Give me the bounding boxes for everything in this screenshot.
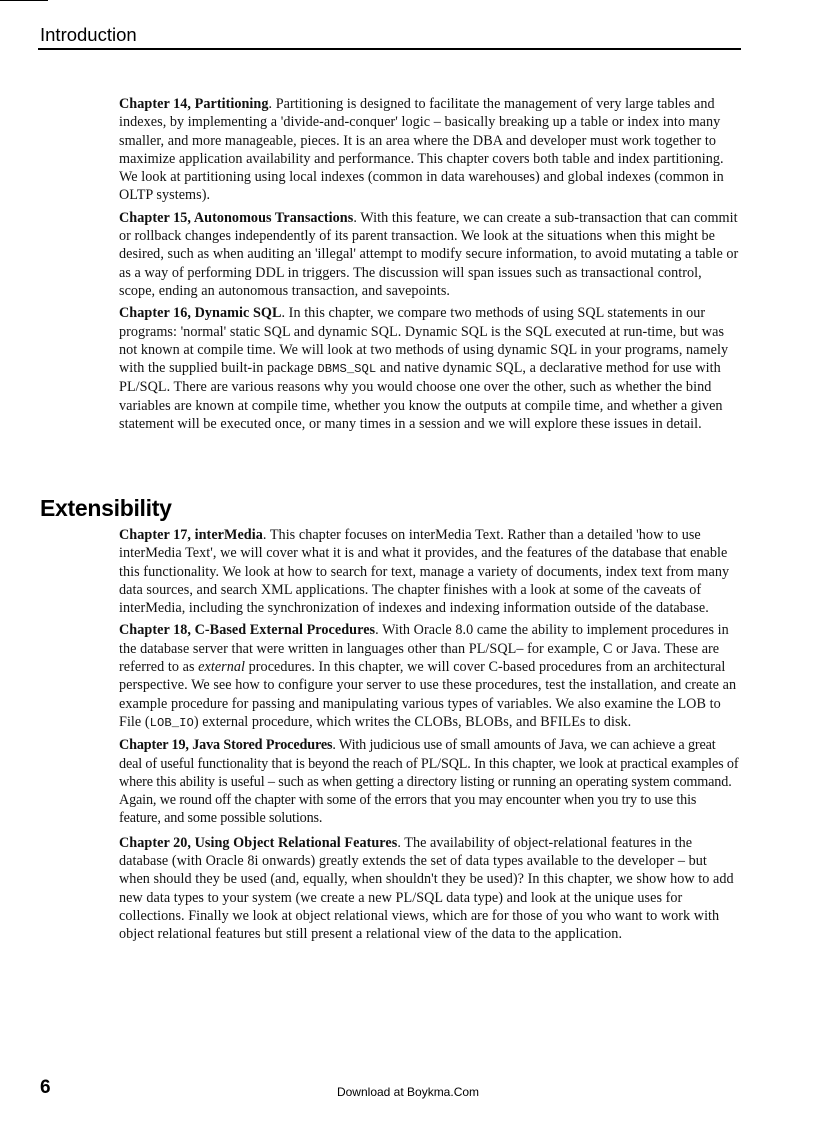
dbms-sql-code: DBMS_SQL xyxy=(317,362,377,377)
top-corner-rule xyxy=(0,0,48,1)
section-partitioning-transactions-sql xyxy=(119,95,740,433)
paragraph-chapter-15 xyxy=(119,209,740,300)
paragraph-chapter-20 xyxy=(119,834,740,944)
chapter-18-body-b: procedures. In this chapter, we will cover C-based procedures from an architectural perspective. We see how to configure your server to use these procedures, test the installation, and create an example procedure for passing and manipulating various types of variables. We also examine the LOB to File ( xyxy=(119,659,737,730)
paragraph-chapter-17 xyxy=(119,526,740,617)
chapter-14-title: Chapter 14, Partitioning xyxy=(119,96,269,112)
chapter-18-title: Chapter 18, C-Based External Procedures xyxy=(119,622,376,639)
external-emphasis: external xyxy=(198,659,246,676)
chapter-18-body-a: . With Oracle 8.0 came the ability to implement procedures in the database server that were written in languages other than PL/SQL– for example, C or Java. These are referred to as xyxy=(119,622,729,676)
chapter-17-title: Chapter 17, interMedia xyxy=(119,527,263,543)
header-rule xyxy=(38,48,741,50)
section-heading-extensibility: Extensibility xyxy=(40,495,172,521)
chapter-14-body: . Partitioning is designed to facilitate the management of very large tables and indexes, by implementing a 'divide-and-conquer' logic – basically breaking up a table or index into many smaller, and more manageable, pieces. It is an area where the DBA and developer must work together to maximize application availability and performance. This chapter covers both table and index partitioning. We look at partitioning using local indexes (common in data warehouses) and global indexes (common in OLTP systems). xyxy=(119,96,724,204)
running-header: Introduction xyxy=(40,24,137,45)
paragraph-chapter-19 xyxy=(119,736,740,827)
chapter-16-body-b: and native dynamic SQL, a declarative method for use with PL/SQL. There are various reasons why you would choose one over the other, such as whether the bind variables are known at compile time, whether you know the outputs at compile time, and whether a given statement will be executed once, or many times in a session and we will explore these issues in detail. xyxy=(119,360,723,433)
chapter-20-title: Chapter 20, Using Object Relational Features xyxy=(119,834,398,851)
paragraph-chapter-18 xyxy=(119,621,740,732)
page-number: 6 xyxy=(40,1077,51,1098)
paragraph-chapter-14 xyxy=(119,95,740,205)
chapter-15-title: Chapter 15, Autonomous Transactions xyxy=(119,209,354,226)
paragraph-chapter-16 xyxy=(119,304,740,433)
chapter-16-title: Chapter 16, Dynamic SQL xyxy=(119,305,282,322)
chapter-18-body-c: ) external procedure, which writes the CLOBs, BLOBs, and BFILEs to disk. xyxy=(193,713,632,730)
chapter-17-body: . This chapter focuses on interMedia Text. Rather than a detailed 'how to use interMedia Text', we will cover what it is and what it provides, and the features of the database that enable this functionality. We look at how to search for text, manage a variety of documents, index text from many data sources, and search XML applications. The chapter finishes with a look at some of the caveats of interMedia, including the synchronization of indexes and indexing information outside of the database. xyxy=(119,527,730,617)
chapter-20-body: . The availability of object-relational features in the database (with Oracle 8i onwards) greatly extends the set of data types available to the developer – but when should they be used (and, equally, when shouldn't they be used)? In this chapter, we show how to add new data types to your system (we create a new PL/SQL data type) and look at the unique uses for collections. Finally we look at object relational views, which are for those of you who want to work with object relational features but still present a relational view of the data to the application. xyxy=(119,834,734,943)
lob-io-code: LOB_IO xyxy=(149,715,194,730)
footer-download-note: Download at Boykma.Com xyxy=(336,1085,480,1099)
section-extensibility xyxy=(119,526,740,944)
chapter-16-body-a: . In this chapter, we compare two methods of using SQL statements in our programs: 'normal' static SQL and dynamic SQL. Dynamic SQL is the SQL executed at run-time, but was not known at compile time. We will look at two methods of using dynamic SQL in your programs, namely with the supplied built-in package xyxy=(119,305,729,377)
chapter-19-body: . With judicious use of small amounts of Java, we can achieve a great deal of useful functionality that is beyond the reach of PL/SQL. In this chapter, we look at practical examples of where this ability is useful – such as when getting a directory listing or running an operating system command. Again, we round off the chapter with some of the errors that you may encounter when you try to use this feature, and some possible solutions. xyxy=(119,737,739,827)
chapter-15-body: . With this feature, we can create a sub-transaction that can commit or rollback changes independently of its parent transaction. We look at the situations when this might be desired, such as when auditing an 'illegal' attempt to modify secure information, to avoid mutating a table or as a way of performing DDL in triggers. The discussion will span issues such as transactional control, scope, ending an autonomous transaction, and savepoints. xyxy=(119,209,739,299)
chapter-19-title: Chapter 19, Java Stored Procedures xyxy=(119,737,333,754)
